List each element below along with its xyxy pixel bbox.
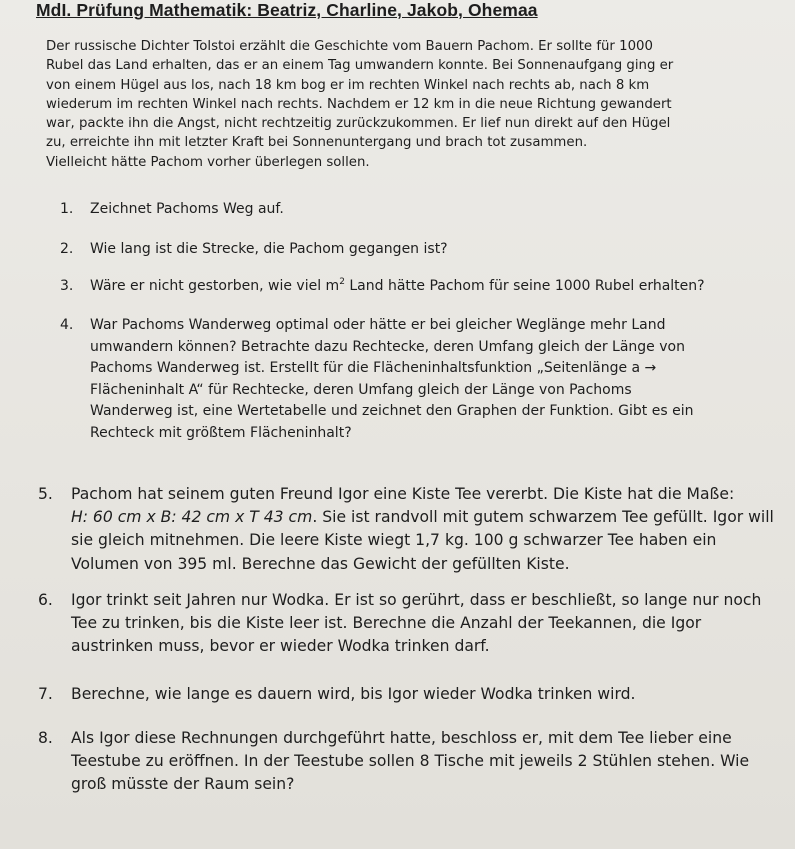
task-6 <box>38 589 761 659</box>
task-8 <box>38 727 749 797</box>
unit-exponent: 2 <box>339 277 345 287</box>
task-4 <box>60 315 694 444</box>
task-text: Berechne, wie lange es dauern wird, bis Igor wieder Wodka trinken wird. <box>71 685 636 703</box>
task-text: Pachom hat seinem guten Freund Igor eine Kiste Tee vererbt. Die Kiste hat die Maße: <box>71 485 735 503</box>
intro-line: wiederum im rechten Winkel nach rechts. Nachdem er 12 km in die neue Richtung gewandert <box>46 96 672 112</box>
task-number: 4. <box>60 317 74 333</box>
page-title: MdI. Prüfung Mathematik: Beatriz, Charline, Jakob, Ohemaa <box>36 0 538 20</box>
task-text-part: . Sie ist randvoll mit gutem schwarzem Tee gefüllt. Igor will <box>312 508 774 527</box>
intro-line: von einem Hügel aus los, nach 18 km bog er im rechten Winkel nach rechts ab, nach 8 km <box>46 77 650 93</box>
task-text <box>64 276 705 298</box>
task-number: 5. <box>38 485 53 503</box>
intro-line: Rubel das Land erhalten, das er an einem Tag umwandern konnte. Bei Sonnenaufgang ging er <box>46 58 674 74</box>
intro-line: war, packte ihn die Angst, nicht rechtzeitig zurückzukommen. Er lief nun direkt auf den Hügel <box>46 116 671 132</box>
task-number: 8. <box>38 729 53 747</box>
task-text: sie gleich mitnehmen. Die leere Kiste wiegt 1,7 kg. 100 g schwarzer Tee haben ein <box>71 531 717 550</box>
task-number: 1. <box>60 201 74 217</box>
task-text: Wanderweg ist, eine Wertetabelle und zeichnet den Graphen der Funktion. Gibt es ein <box>90 403 694 419</box>
task-text: Flächeninhalt A“ für Rechtecke, deren Umfang gleich der Länge von Pachoms <box>90 381 632 398</box>
task-number: 6. <box>38 591 53 609</box>
task-text <box>38 506 774 529</box>
task-text: Als Igor diese Rechnungen durchgeführt hatte, beschloss er, mit dem Tee lieber eine <box>71 729 732 747</box>
intro-paragraph <box>46 37 736 172</box>
task-text: umwandern können? Betrachte dazu Rechtecke, deren Umfang gleich der Länge von <box>90 338 685 355</box>
task-text: austrinken muss, bevor er wieder Wodka trinken darf. <box>71 637 490 656</box>
task-7 <box>38 683 635 706</box>
task-text: Pachoms Wanderweg ist. Erstellt für die Flächeninhaltsfunktion „Seitenlänge a → <box>90 360 657 376</box>
task-3 <box>60 276 705 298</box>
intro-line: Vielleicht hätte Pachom vorher überlegen sollen. <box>46 154 370 170</box>
task-text: Wie lang ist die Strecke, die Pachom gegangen ist? <box>90 241 448 257</box>
task-text: Zeichnet Pachoms Weg auf. <box>90 201 284 217</box>
task-text-part: Land hätte Pachom für seine 1000 Rubel erhalten? <box>344 278 705 294</box>
task-number: 3. <box>60 278 74 294</box>
task-text: War Pachoms Wanderweg optimal oder hätte er bei gleicher Weglänge mehr Land <box>90 317 666 333</box>
task-1 <box>60 199 284 221</box>
task-2 <box>60 239 448 261</box>
intro-line: zu, erreichte ihn mit letzter Kraft bei Sonnenuntergang und brach tot zusammen. <box>46 135 588 151</box>
task-text-part: Wäre er nicht gestorben, wie viel m <box>90 278 340 294</box>
task-text: Tee zu trinken, bis die Kiste leer ist. Berechne die Anzahl der Teekannen, die Igor <box>71 614 702 633</box>
box-dimensions: H: 60 cm x B: 42 cm x T 43 cm <box>71 508 313 527</box>
task-number: 2. <box>60 241 74 257</box>
task-text: Rechteck mit größtem Flächeninhalt? <box>90 424 352 441</box>
intro-line: Der russische Dichter Tolstoi erzählt die Geschichte vom Bauern Pachom. Er sollte für 1000 <box>46 39 653 54</box>
task-5 <box>38 483 774 576</box>
task-number: 7. <box>38 685 53 703</box>
task-text: groß müsste der Raum sein? <box>71 775 295 794</box>
task-text: Teestube zu eröffnen. In der Teestube sollen 8 Tische mit jeweils 2 Stühlen stehen. Wie <box>71 752 750 771</box>
task-text: Igor trinkt seit Jahren nur Wodka. Er ist so gerührt, dass er beschließt, so lange nur noch <box>71 591 762 609</box>
task-text: Volumen von 395 ml. Berechne das Gewicht der gefüllten Kiste. <box>71 554 570 573</box>
